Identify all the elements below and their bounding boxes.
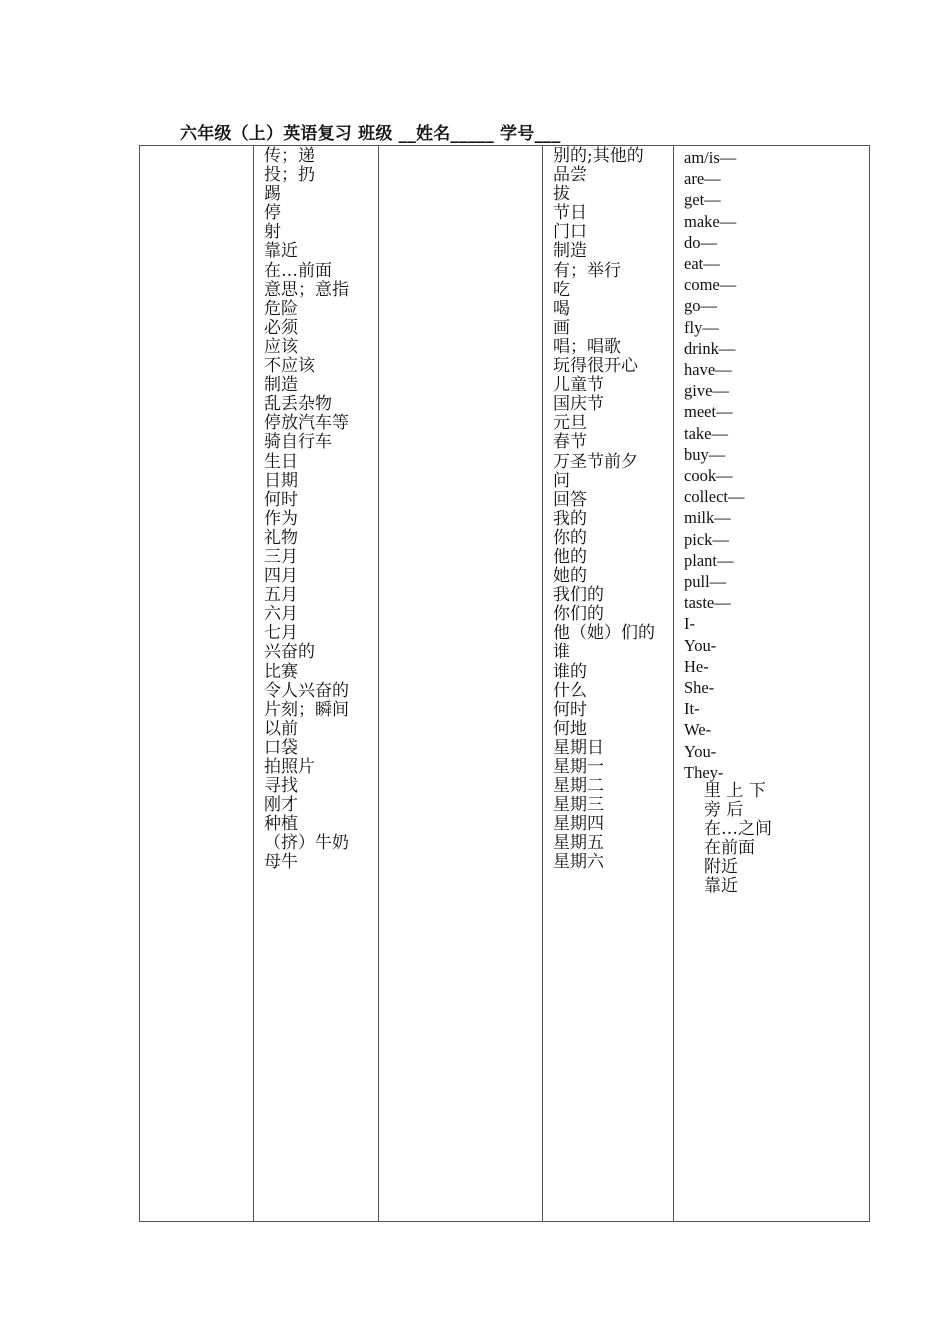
preposition-word-list bbox=[704, 782, 772, 897]
list-item: 唱；唱歌 bbox=[553, 336, 621, 357]
list-item: 节日 bbox=[553, 203, 587, 224]
list-item: 你的 bbox=[553, 527, 587, 548]
list-item: 靠近 bbox=[704, 876, 738, 897]
list-item: buy— bbox=[684, 444, 726, 464]
list-item: 何时 bbox=[553, 699, 587, 720]
list-item: 谁的 bbox=[553, 661, 587, 682]
list-item: meet— bbox=[684, 402, 733, 422]
list-item: 危险 bbox=[264, 298, 298, 319]
list-item: 日期 bbox=[264, 470, 298, 491]
list-item: 回答 bbox=[553, 489, 587, 510]
list-item: 我的 bbox=[553, 508, 587, 529]
list-item: （挤）牛奶 bbox=[264, 833, 349, 854]
list-item: 他（她）们的 bbox=[553, 623, 655, 644]
list-item: 我们的 bbox=[553, 585, 604, 606]
list-item: am/is— bbox=[684, 148, 737, 167]
vocab-table bbox=[139, 145, 870, 1222]
list-item: 画 bbox=[553, 317, 570, 338]
list-item: 生日 bbox=[264, 451, 298, 472]
list-item: fly— bbox=[684, 317, 719, 337]
list-item: milk— bbox=[684, 508, 731, 528]
list-item: 制造 bbox=[264, 375, 298, 396]
list-item: go— bbox=[684, 296, 717, 316]
list-item: 投；扔 bbox=[264, 165, 315, 186]
list-item: 问 bbox=[553, 470, 570, 491]
list-item: He- bbox=[684, 656, 709, 676]
list-item: They- bbox=[684, 762, 724, 782]
list-item: 口袋 bbox=[264, 737, 298, 758]
list-item: take— bbox=[684, 423, 728, 443]
list-item: 旁 后 bbox=[704, 800, 744, 821]
list-item: pull— bbox=[684, 572, 727, 592]
list-item: 国庆节 bbox=[553, 394, 604, 415]
list-item: 喝 bbox=[553, 298, 570, 319]
list-item: She- bbox=[684, 678, 715, 698]
table-column-4 bbox=[543, 146, 674, 1221]
list-item: eat— bbox=[684, 254, 720, 274]
list-item: 儿童节 bbox=[553, 375, 604, 396]
list-item: plant— bbox=[684, 550, 734, 570]
list-item: 她的 bbox=[553, 566, 587, 587]
list-item: It- bbox=[684, 699, 700, 719]
list-item: 停 bbox=[264, 203, 281, 224]
list-item: 靠近 bbox=[264, 241, 298, 262]
list-item: 七月 bbox=[264, 623, 298, 644]
list-item: 母牛 bbox=[264, 852, 298, 873]
table-column-2 bbox=[254, 146, 379, 1221]
list-item: 停放汽车等 bbox=[264, 413, 349, 434]
list-item: 星期三 bbox=[553, 795, 604, 816]
list-item: 在…前面 bbox=[264, 260, 332, 281]
list-item: come— bbox=[684, 275, 737, 295]
list-item: 星期六 bbox=[553, 852, 604, 873]
list-item: 星期二 bbox=[553, 776, 604, 797]
list-item: pick— bbox=[684, 529, 729, 549]
list-item: 意思；意指 bbox=[264, 279, 349, 300]
list-item: taste— bbox=[684, 593, 731, 613]
table-column-3 bbox=[379, 146, 543, 1221]
list-item: 三月 bbox=[264, 546, 298, 567]
list-item: 有；举行 bbox=[553, 260, 621, 281]
list-item: 何时 bbox=[264, 489, 298, 510]
list-item: cook— bbox=[684, 466, 733, 486]
list-item: 不应该 bbox=[264, 356, 315, 377]
list-item: 星期四 bbox=[553, 814, 604, 835]
list-item: 何地 bbox=[553, 718, 587, 739]
list-item: 四月 bbox=[264, 566, 298, 587]
list-item: 必须 bbox=[264, 317, 298, 338]
list-item: do— bbox=[684, 232, 717, 252]
list-item: 刚才 bbox=[264, 795, 298, 816]
list-item: You- bbox=[684, 635, 717, 655]
table-column-5 bbox=[674, 146, 871, 1221]
list-item: 附近 bbox=[704, 857, 738, 878]
list-item: I- bbox=[684, 614, 695, 634]
list-item: 门口 bbox=[553, 222, 587, 243]
list-item: 比赛 bbox=[264, 661, 298, 682]
list-item: 吃 bbox=[553, 279, 570, 300]
list-item: 制造 bbox=[553, 241, 587, 262]
list-item: 万圣节前夕 bbox=[553, 451, 638, 472]
list-item: 骑自行车 bbox=[264, 432, 332, 453]
list-item: 以前 bbox=[264, 718, 298, 739]
list-item: are— bbox=[684, 169, 721, 189]
list-item: 谁 bbox=[553, 642, 570, 663]
list-item: 拍照片 bbox=[264, 757, 315, 777]
list-item: 你们的 bbox=[553, 604, 604, 625]
list-item: drink— bbox=[684, 338, 736, 358]
list-item: 传；递 bbox=[264, 146, 315, 166]
list-item: 他的 bbox=[553, 546, 587, 567]
list-item: 什么 bbox=[553, 680, 587, 701]
list-item: 星期五 bbox=[553, 833, 604, 854]
list-item: 拔 bbox=[553, 184, 570, 205]
list-item: 踢 bbox=[264, 184, 281, 205]
list-item: 品尝 bbox=[553, 165, 587, 186]
list-item: 乱丢杂物 bbox=[264, 394, 332, 415]
list-item: 星期日 bbox=[553, 737, 604, 758]
chinese-word-list-2 bbox=[553, 147, 655, 873]
list-item: 在…之间 bbox=[704, 819, 772, 840]
list-item: You- bbox=[684, 741, 717, 761]
list-item: 应该 bbox=[264, 336, 298, 357]
list-item: 片刻；瞬间 bbox=[264, 699, 349, 720]
list-item: 元旦 bbox=[553, 413, 587, 434]
list-item: 令人兴奋的 bbox=[264, 680, 349, 701]
list-item: collect— bbox=[684, 487, 745, 507]
list-item: 春节 bbox=[553, 432, 587, 453]
english-verb-pronoun-list bbox=[684, 147, 744, 783]
list-item: give— bbox=[684, 381, 729, 401]
list-item: We- bbox=[684, 720, 712, 740]
list-item: 星期一 bbox=[553, 757, 604, 777]
table-column-1 bbox=[140, 146, 254, 1221]
list-item: 里 上 下 bbox=[704, 781, 766, 801]
list-item: 在前面 bbox=[704, 838, 755, 859]
chinese-word-list-1 bbox=[264, 147, 349, 873]
list-item: 玩得很开心 bbox=[553, 356, 638, 377]
page-title: 六年级（上）英语复习 班级 __姓名_____ 学号___ bbox=[180, 124, 561, 144]
list-item: 种植 bbox=[264, 814, 298, 835]
list-item: have— bbox=[684, 360, 732, 380]
list-item: 六月 bbox=[264, 604, 298, 625]
list-item: 射 bbox=[264, 222, 281, 243]
list-item: 寻找 bbox=[264, 776, 298, 797]
list-item: make— bbox=[684, 211, 737, 231]
list-item: 礼物 bbox=[264, 527, 298, 548]
list-item: 兴奋的 bbox=[264, 642, 315, 663]
list-item: get— bbox=[684, 190, 721, 210]
list-item: 五月 bbox=[264, 585, 298, 606]
list-item: 作为 bbox=[264, 508, 298, 529]
list-item: 别的;其他的 bbox=[553, 146, 644, 166]
